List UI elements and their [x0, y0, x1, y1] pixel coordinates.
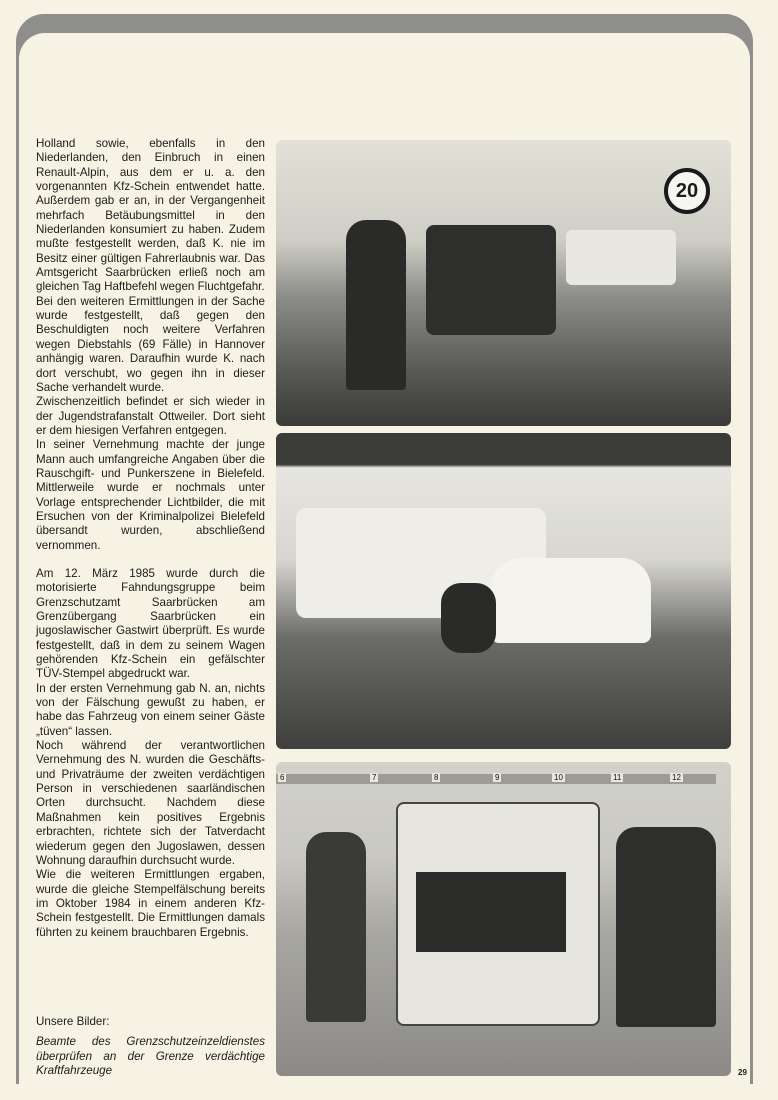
paragraph: Zwischenzeitlich befindet er sich wieder in der Jugendstrafanstalt Ottweiler. Dort sieht er dem hiesigen Verfahren entgegen. — [36, 395, 265, 437]
officer-shape — [306, 832, 366, 1022]
photo-border-check-3 — [276, 762, 731, 1076]
lane-number: 12 — [672, 773, 681, 782]
lane-number: 7 — [372, 773, 377, 782]
paragraph: Wie die weiteren Ermittlungen ergaben, wurde die gleiche Stempelfälschung bereits im Oktober 1984 in einem anderen Kfz-Schein festgestellt. Die Ermittlungen damals führten zu keinem brauchbaren Ergebnis. — [36, 868, 265, 939]
lane-number: 8 — [434, 773, 439, 782]
paragraph: Holland sowie, ebenfalls in den Niederlanden, den Einbruch in einen Renault-Alpin, aus dem er u. a. den vorgenannten Kfz-Schein entwendet hatte. Außerdem gab er an, in der Vergangenheit mehrfach Betäubungsmittel in den Niederlanden konsumiert zu haben. Zudem mußte festgestellt werden, daß K. nie im Besitz einer gültigen Fahrerlaubnis war. Das Amtsgericht Saarbrücken erließ noch am gleichen Tag Haftbefehl wegen Fluchtgefahr. — [36, 137, 265, 294]
page-number: 29 — [738, 1068, 747, 1077]
paragraph: Bei den weiteren Ermittlungen in der Sache wurde festgestellt, daß gegen den Beschuldigten noch weitere Verfahren wegen Diebstahls (69 Fälle) in Hannover anhängig waren. Daraufhin wurde K. nach dort verschubt, wo gegen ihn in dieser Sache verhandelt wurde. — [36, 294, 265, 394]
paragraph: Noch während der verantwortlichen Vernehmung des N. wurden die Geschäfts- und Privaträume der zweiten verdächtigen Person in verschiedenen saarländischen Orten durchsucht. Nachdem diese Maßnahmen kein positives Ergebnis erbrachten, richtete sich der Tatverdacht wiederum gegen den Jugoslawen, dessen Wohnung daraufhin durchsucht wurde. — [36, 739, 265, 867]
paragraph: Am 12. März 1985 wurde durch die motorisierte Fahndungsgruppe beim Grenzschutzamt Saarbrücken am Grenzübergang Saarbrücken ein jugoslawischer Gastwirt überprüft. Es wurde festgestellt, daß in dem zu seinem Wagen gehörenden Kfz-Schein ein gefälschter TÜV-Stempel abgedruckt war. — [36, 566, 265, 681]
open-trunk-shape — [416, 872, 566, 952]
paragraph: In der ersten Vernehmung gab N. an, nichts von der Fälschung gewußt zu haben, er habe das Fahrzeug von einem seiner Gäste „tüven“ lassen. — [36, 681, 265, 738]
officer-shape — [441, 583, 496, 653]
van-shape — [566, 230, 676, 285]
caption-text: Beamte des Grenzschutzeinzeldienstes überprüfen an der Grenze verdächtige Kraftfahrzeuge — [36, 1035, 265, 1077]
car-shape — [426, 225, 556, 335]
photo-caption — [36, 1015, 265, 1078]
lane-number: 11 — [613, 773, 622, 782]
photo-border-check-2 — [276, 433, 731, 749]
officers-shape — [616, 827, 716, 1027]
paragraph: In seiner Vernehmung machte der junge Mann auch umfangreiche Angaben über die Rauschgift- und Punkerszene in Bielefeld. Mittlerweile wurde er nochmals unter Vorlage entsprechender Lichtbilder, die mit Ersuchen von der Kriminalpolizei Bielefeld übersandt wurden, abschließend vernommen. — [36, 438, 265, 552]
lane-number: 6 — [280, 773, 285, 782]
article-text-column — [36, 137, 265, 940]
photo-border-check-1 — [276, 140, 731, 426]
lane-number: 10 — [554, 773, 563, 782]
lane-number-gantry — [276, 774, 716, 784]
caption-lead: Unsere Bilder: — [36, 1015, 110, 1028]
lane-number: 9 — [495, 773, 500, 782]
sports-car-shape — [491, 558, 651, 643]
speed-limit-sign: 20 — [664, 168, 710, 214]
officers-shape — [346, 220, 406, 390]
